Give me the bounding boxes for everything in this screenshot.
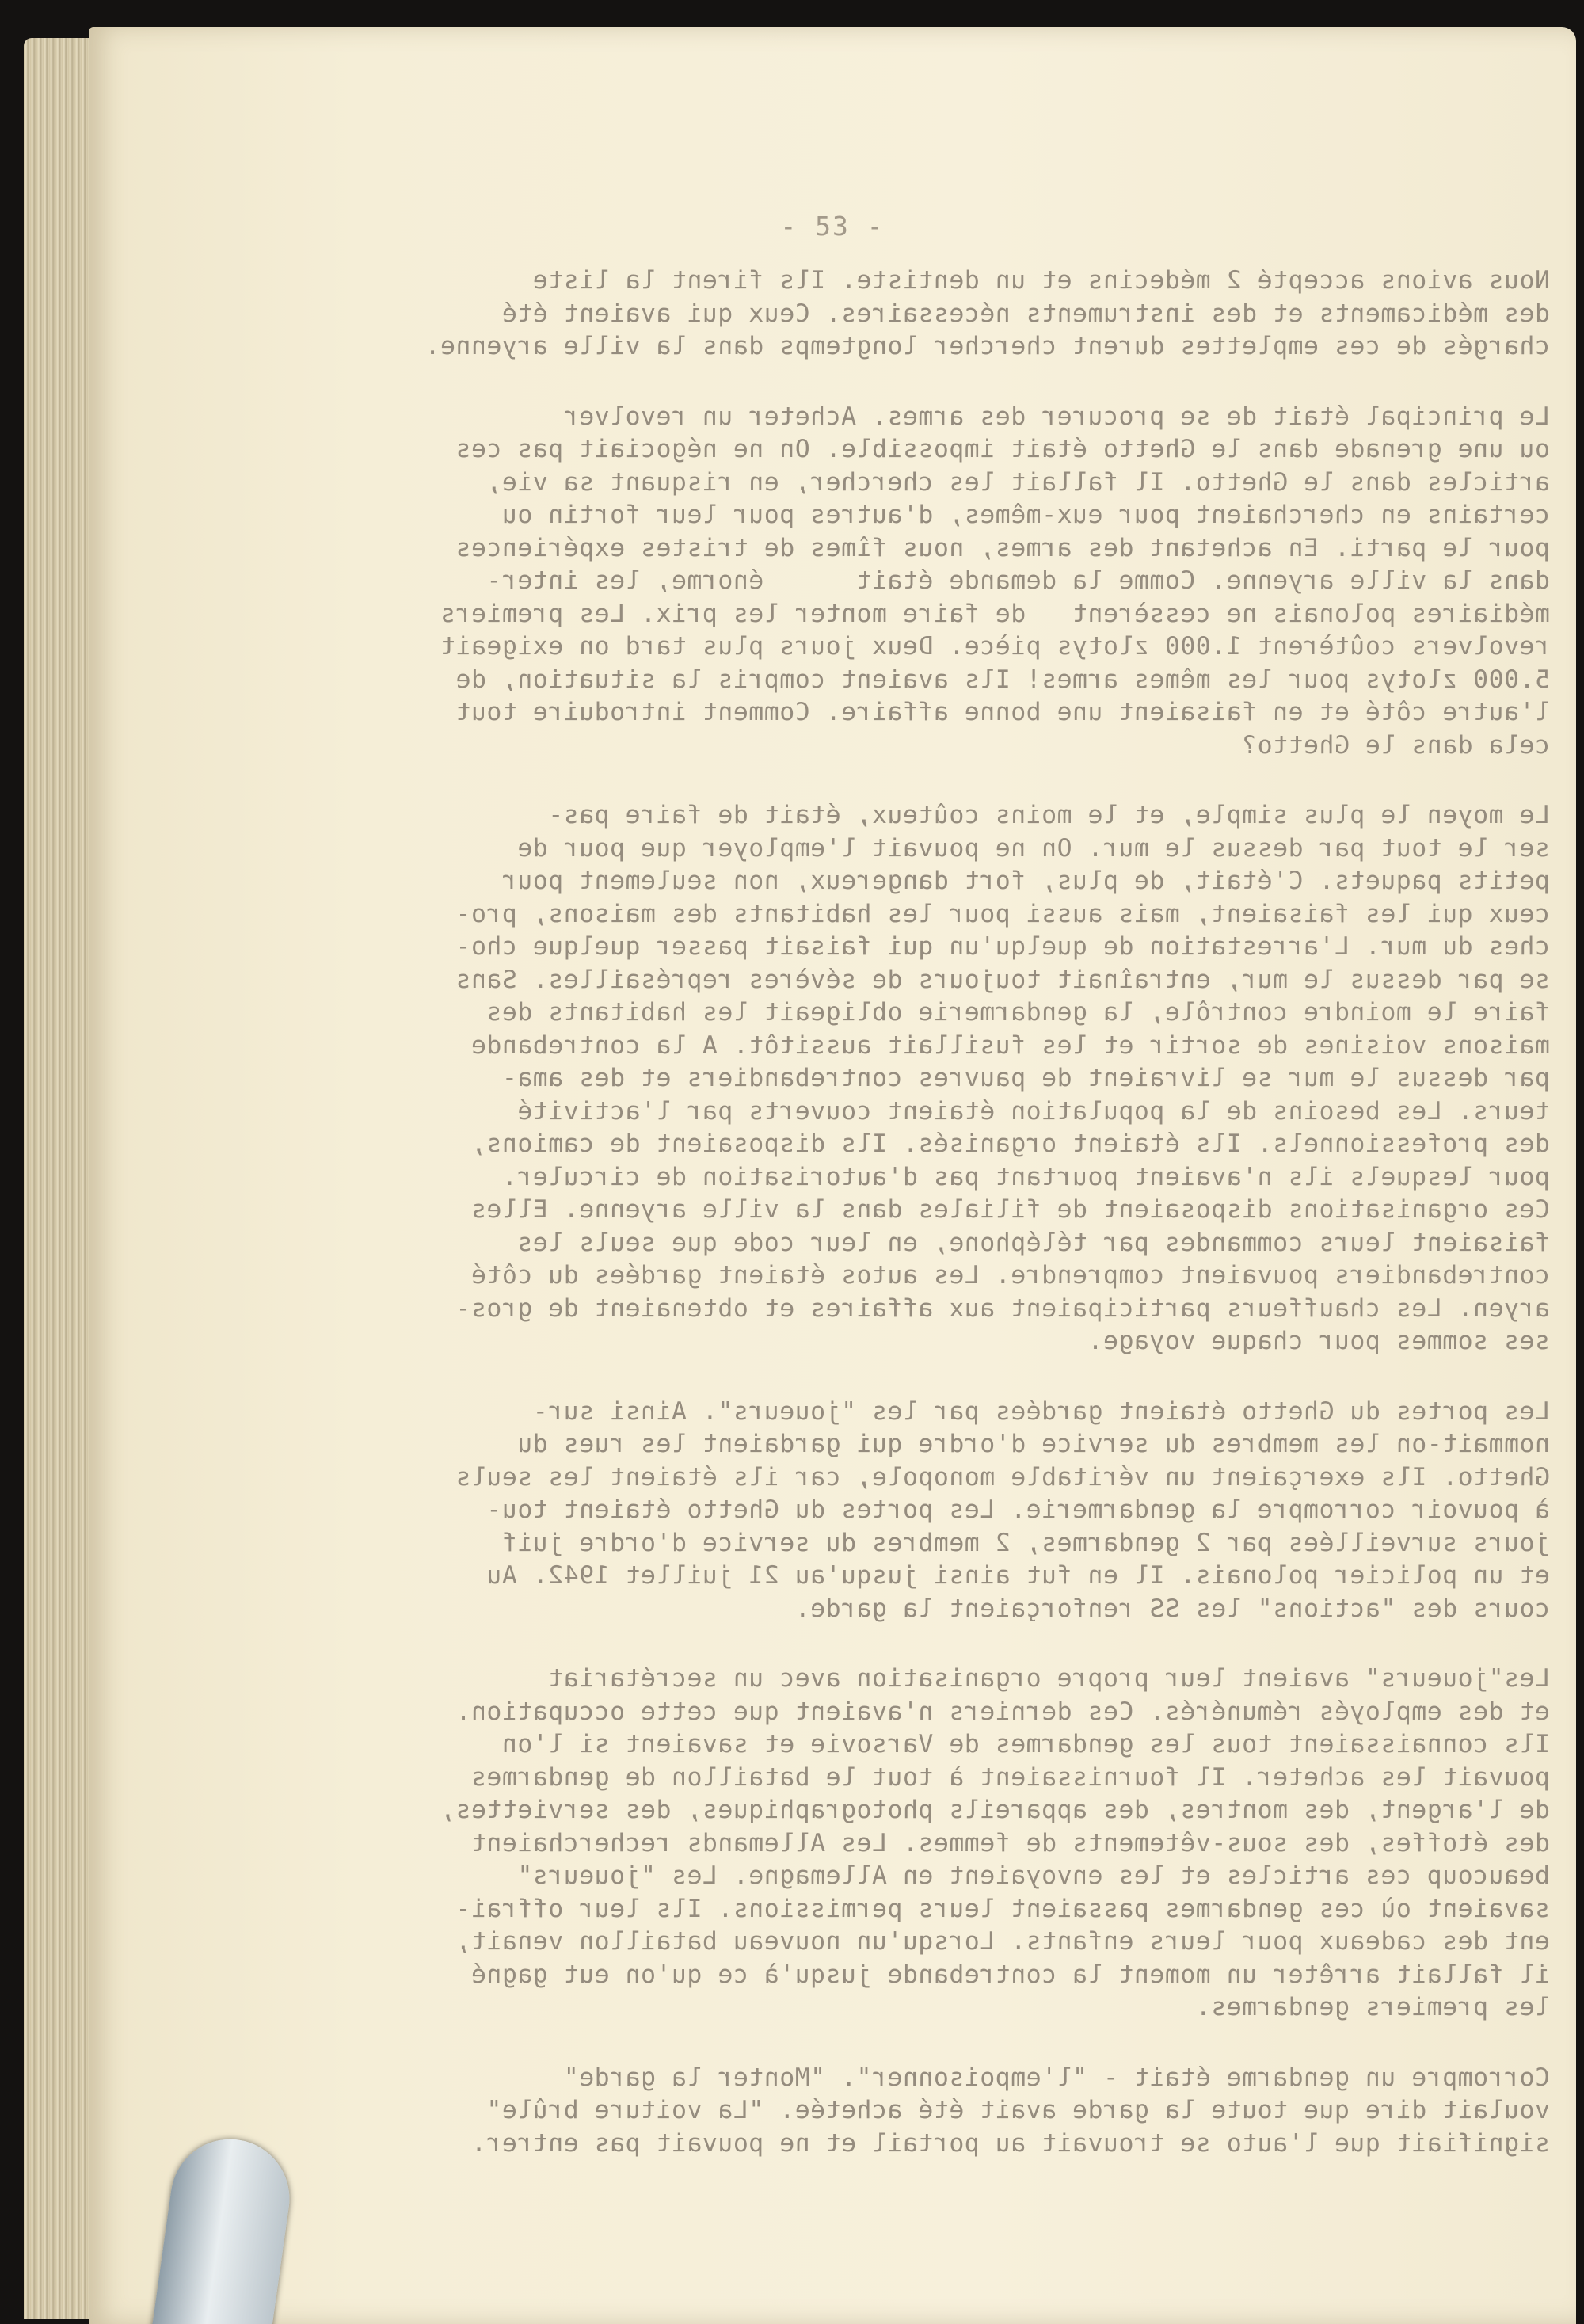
text-line: certains en cherchaient pour eux-mêmes, d'autres pour leur fortin ou: [501, 501, 1550, 529]
text-line: se par dessus le mur, entraînait toujours de sévères représailles. Sans: [455, 965, 1550, 994]
text-line: nommait-on les membres du service d'ordre qui gardaient les rues du: [516, 1430, 1550, 1458]
text-line: Ils connaissaient tous les gendarmes de Varsovie et savaient si l'on: [501, 1730, 1550, 1758]
text-line: savaient où ces gendarmes passaient leurs permissions. Ils leur offrai-: [455, 1894, 1550, 1923]
text-line: Ghetto. Ils exerçaient un véritable monopole, car ils étaient les seuls: [455, 1462, 1550, 1492]
paragraph: [204, 2062, 1550, 2161]
text-line: revolvers coûtèrent 1.000 zlotys pièce. Deux jours plus tard on exigeait: [440, 632, 1550, 661]
text-line: de l'argent, des montres, des appareils photographiques, des serviettes,: [440, 1796, 1550, 1824]
text-line: les premiers gendarmes.: [1195, 1993, 1550, 2021]
text-line: voulait dire que toute la garde avait été achetée. "La voiture brûle": [485, 2096, 1550, 2124]
text-line: jours surveillées par 2 gendarmes, 2 membres du service d'ordre juif: [501, 1528, 1550, 1557]
text-line: il fallait arrêter un moment la contrebande jusqu'à ce qu'on eut gagné: [470, 1960, 1550, 1989]
text-line: maisons voisines de sortir et les fusillait aussitôt. A la contrebande: [470, 1031, 1550, 1060]
text-line: ses sommes pour chaque voyage.: [1087, 1327, 1550, 1355]
text-line: ent des cadeaux pour leurs enfants. Lorsqu'un nouveau bataillon venait,: [455, 1927, 1550, 1956]
bleed-through-text: [204, 265, 1550, 2197]
text-line: faire le moindre contrôle, la gendarmerie obligeait les habitants des: [485, 998, 1550, 1027]
text-line: Corrompre un gendarme était - "l'empoisonner". "Monter la garde": [563, 2063, 1550, 2092]
text-line: l'autre côté et en faisaient une bonne affaire. Comment introduire tout: [455, 698, 1550, 726]
text-line: 5.000 zlotys pour les mêmes armes! Ils avaient compris la situation, de: [455, 665, 1550, 694]
paragraph: [204, 265, 1550, 364]
text-line: des professionnels. Ils étaient organisés. Ils disposaient de camions,: [470, 1130, 1550, 1158]
text-line: des médicaments et des instruments nécessaires. Ceux qui avaient été: [501, 299, 1550, 328]
text-line: Le moyen le plus simple, et le moins coûteux, était de faire pas-: [547, 801, 1550, 829]
text-line: petits paquets. C'était, de plus, fort dangereux, non seulement pour: [501, 867, 1550, 895]
text-line: Le principal était de se procurer des armes. Acheter un revolver: [563, 402, 1550, 431]
text-line: Nous avions accepté 2 médecins et un dentiste. Ils firent la liste: [532, 266, 1550, 295]
text-line: Les"joueurs" avaient leur propre organisation avec un secrétariat: [547, 1664, 1550, 1693]
text-line: signifiait que l'auto se trouvait au portail et ne pouvait pas entrer.: [470, 2128, 1550, 2158]
text-line: médiaires polonais ne cessèrent de faire monter les prix. Les premiers: [440, 599, 1550, 628]
paragraph: [204, 401, 1550, 763]
text-line: chargés de ces emplettes durent chercher longtemps dans la ville aryenne.: [425, 332, 1550, 360]
text-line: contrebandiers pouvaient comprendre. Les autos étaient gardées du côté: [470, 1261, 1550, 1290]
text-line: cela dans le Ghetto?: [1241, 730, 1550, 760]
text-line: ches du mur. L'arrestation de quelqu'un qui faisait passer quelque cho-: [455, 932, 1550, 961]
paragraph: [204, 799, 1550, 1358]
text-line: dans la ville aryenne. Comme la demande était énorme, les inter-: [485, 566, 1550, 595]
text-line: et un policier polonais. Il en fut ainsi jusqu'au 21 juillet 1942. Au: [485, 1561, 1550, 1590]
text-line: faisaient leurs commandes par téléphone, en leur code que seuls les: [516, 1228, 1550, 1257]
text-line: beaucoup ces articles et les envoyaient en Allemagne. Les "joueurs": [516, 1861, 1550, 1890]
text-line: Ces organisations disposaient de filiales dans la ville aryenne. Elles: [470, 1195, 1550, 1224]
book-page: [89, 27, 1576, 2324]
text-line: teurs. Les besoins de la population étaient couverts par l'activité: [516, 1096, 1550, 1126]
text-line: des étoffes, des sous-vêtements de femmes. Les Allemands recherchaient: [470, 1828, 1550, 1857]
text-line: aryen. Les chauffeurs participaient aux affaires et obtenaient de gros-: [455, 1293, 1550, 1323]
text-line: Les portes du Ghetto étaient gardées par les "joueurs". Ainsi sur-: [532, 1396, 1550, 1426]
text-line: pour le parti. En achetant des armes, nous fîmes de tristes expériences: [455, 533, 1550, 562]
text-line: par dessus le mur se livraient de pauvres contrebandiers et des ama-: [501, 1064, 1550, 1092]
text-line: ou une grenade dans le Ghetto était impossible. On ne négociait pas ces: [455, 435, 1550, 463]
page-number: - 53 -: [780, 211, 885, 242]
text-line: et des employés rémunérés. Ces derniers n'avaient que cette occupation.: [455, 1697, 1550, 1726]
text-line: ser le tout par dessus le mur. On ne pouvait l'employer que pour de: [516, 833, 1550, 863]
text-line: à pouvoir corrompre la gendarmerie. Les portes du Ghetto étaient tou-: [485, 1495, 1550, 1524]
paragraph: [204, 1663, 1550, 2025]
text-line: pouvait les acheter. Il fournissaient à tout le bataillon de gendarmes: [470, 1762, 1550, 1792]
text-line: ceux qui les faisaient, mais aussi pour les habitants des maisons, pro-: [455, 899, 1550, 928]
text-line: cours des "actions" les SS renforçaient la garde.: [794, 1594, 1550, 1623]
text-line: articles dans le Ghetto. Il fallait les chercher, en risquant sa vie,: [485, 467, 1550, 497]
paragraph: [204, 1396, 1550, 1626]
text-line: pour lesquels ils n'avaient pourtant pas d'autorisation de circuler.: [501, 1162, 1550, 1191]
